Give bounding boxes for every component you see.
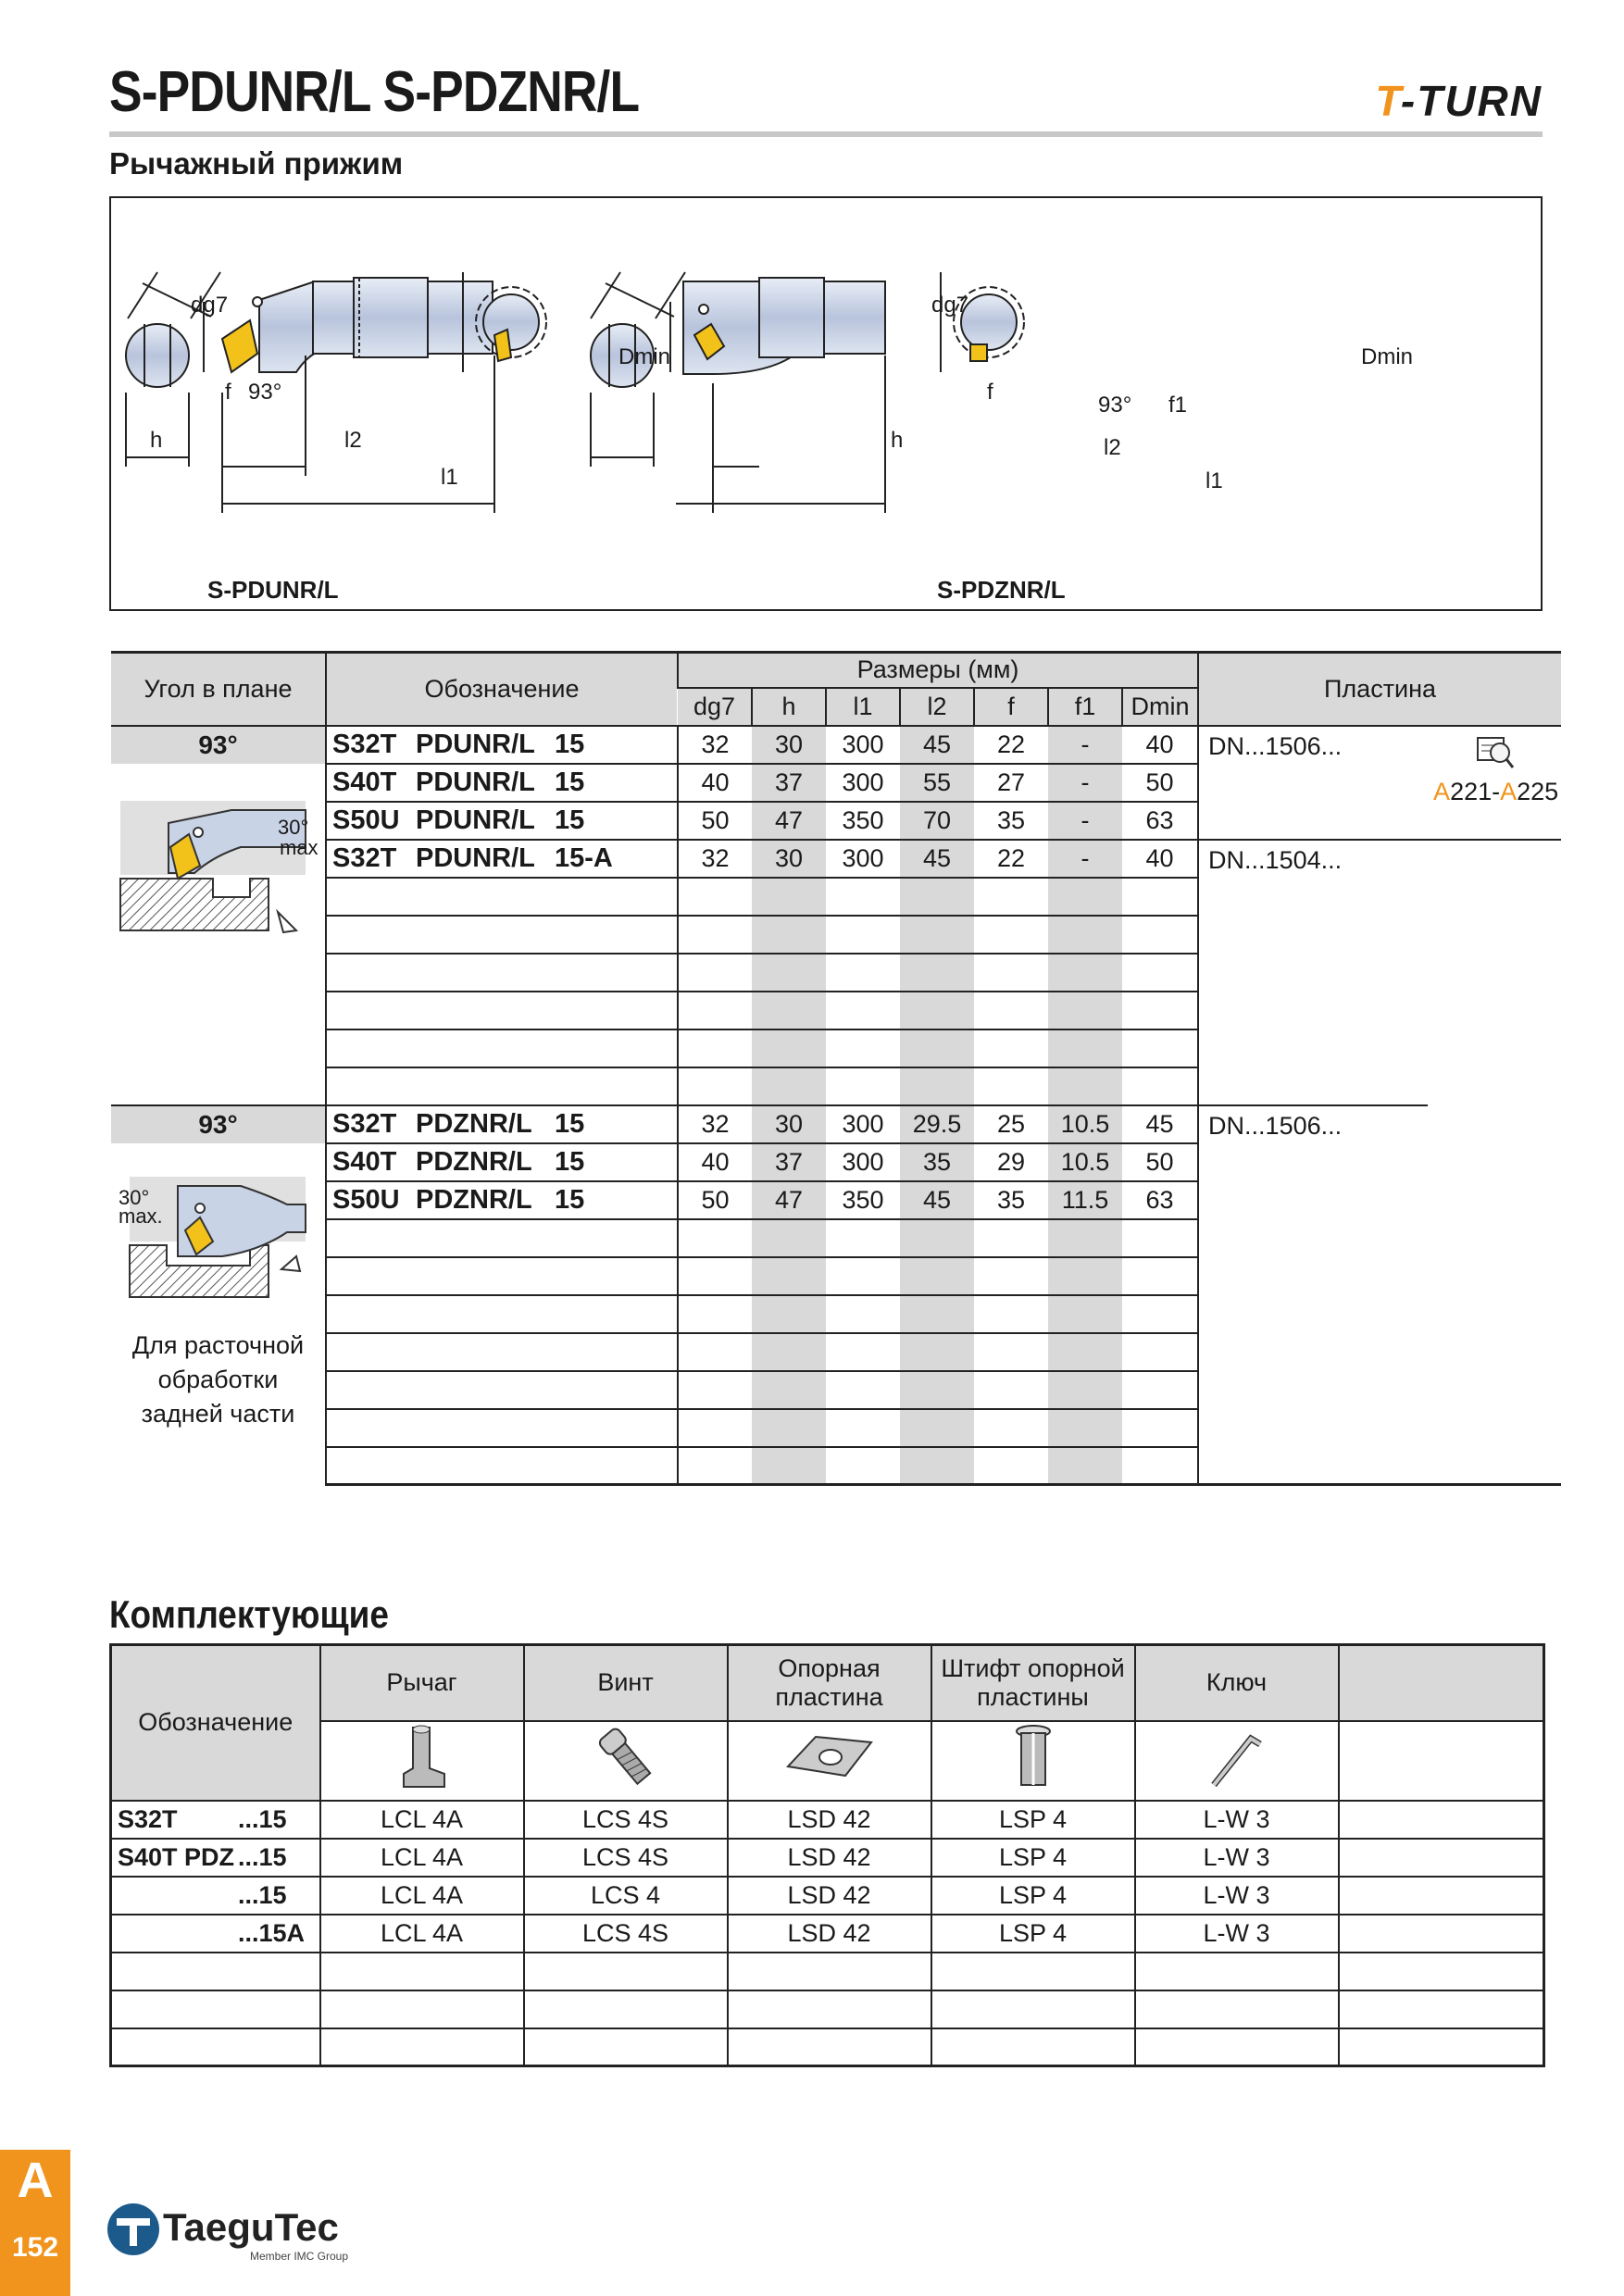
acc-cell: LCS 4 [524,1877,728,1915]
dim-cell: 32 [678,840,752,878]
acc-cell: L-W 3 [1135,1839,1339,1877]
dim-cell: 50 [1122,1143,1198,1181]
dim-cell: 47 [752,802,826,840]
dim-cell: 29.5 [900,1105,974,1143]
group1-note-30: 30° [278,815,309,839]
drawing-label-h-right: h [891,428,904,453]
insert-cell: DN...1506... [1198,1105,1428,1485]
dim-cell: 35 [974,802,1048,840]
drawing-label-dg7-left: dg7 [191,293,229,318]
right-bar-side-view [670,278,885,513]
dim-cell: 50 [1122,764,1198,802]
acc-cell: LCL 4A [320,1877,524,1915]
acc-header-screw: Винт [524,1645,728,1721]
dim-cell: 37 [752,764,826,802]
drawing-label-f1-right: f1 [1168,393,1188,418]
acc-cell: LCL 4A [320,1801,524,1839]
acc-cell: LSD 42 [728,1915,931,1953]
dim-cell: 50 [678,1181,752,1219]
dim-cell: 300 [826,1105,900,1143]
accessories-table [109,1643,1545,2067]
drawing-label-f-right: f [987,380,993,405]
acc-designation: S32T ...15 [111,1801,320,1839]
acc-designation: ...15 [111,1877,320,1915]
dim-header-l1: l1 [826,688,900,726]
dim-cell: 10.5 [1048,1105,1122,1143]
dim-cell: 300 [826,726,900,764]
group1-angle: 93° [111,727,325,764]
page-subtitle: Рычажный прижим [109,146,404,181]
acc-cell: LSD 42 [728,1839,931,1877]
acc-header-designation: Обозначение [111,1645,320,1801]
dim-cell: 45 [1122,1105,1198,1143]
acc-cell: LSP 4 [931,1801,1135,1839]
drawing-label-angle-left: 93° [248,380,282,405]
section-letter: A [17,2152,54,2208]
header-dimensions: Размеры (мм) [678,653,1198,688]
dim-cell: 45 [900,840,974,878]
dim-cell: 350 [826,802,900,840]
dim-cell: 27 [974,764,1048,802]
dim-cell: 45 [900,1181,974,1219]
dim-cell: 29 [974,1143,1048,1181]
dim-header-dg7: dg7 [678,688,752,726]
header-designation: Обозначение [326,653,678,726]
dim-cell: 35 [974,1181,1048,1219]
dim-cell: 45 [900,726,974,764]
group2-note-max: max. [119,1204,163,1228]
drawing-label-l1-left: l1 [441,465,458,490]
group1-note-max: max [280,835,319,859]
right-front-view [941,272,1024,372]
acc-cell: L-W 3 [1135,1877,1339,1915]
dim-cell: 50 [678,802,752,840]
company-logo-text: TaeguTec [163,2205,339,2249]
drawing-label-dmin-left: Dmin [618,344,671,369]
drawing-label-h-left: h [150,428,163,453]
acc-cell: LCS 4S [524,1915,728,1953]
drawing-label-l2-right: l2 [1104,435,1121,460]
dim-cell: 40 [678,1143,752,1181]
dim-cell: 40 [1122,840,1198,878]
designation-cell: S50U PDZNR/L 15 [326,1181,678,1219]
table-row [111,1105,1561,1143]
acc-cell: LSP 4 [931,1877,1135,1915]
table-row [111,1877,1544,1915]
insert-page-reference[interactable]: A221-A225 [1433,777,1559,805]
dim-cell: - [1048,726,1122,764]
table-row [111,726,1561,764]
dim-cell: 300 [826,764,900,802]
drawing-label-l1-right: l1 [1206,468,1223,493]
designation-cell: S50U PDUNR/L 15 [326,802,678,840]
designation-cell: S40T PDZNR/L 15 [326,1143,678,1181]
left-drawing-caption: S-PDUNR/L [207,576,339,604]
brand-logo: T-TURN [1375,77,1543,125]
dim-cell: 37 [752,1143,826,1181]
dim-cell: 11.5 [1048,1181,1122,1219]
dim-cell: 35 [900,1143,974,1181]
insert-cell: DN...1504... [1198,840,1428,1105]
acc-designation: ...15A [111,1915,320,1953]
dim-cell: - [1048,764,1122,802]
dim-cell: 30 [752,726,826,764]
acc-cell: LSP 4 [931,1915,1135,1953]
dim-header-l2: l2 [900,688,974,726]
group2-caption: Для расточной обработки задней части [131,1330,305,1428]
dim-header-h: h [752,688,826,726]
acc-header-lever: Рычаг [320,1645,524,1721]
acc-cell: LSD 42 [728,1801,931,1839]
dim-header-f1: f1 [1048,688,1122,726]
dim-cell: 63 [1122,1181,1198,1219]
insert-cell: DN...1506... [1198,726,1428,840]
dim-cell: 32 [678,726,752,764]
accessories-title: Комплектующие [109,1592,389,1636]
screw-icon [524,1721,728,1801]
tool-dimensions-table [111,651,1561,1486]
acc-cell: L-W 3 [1135,1915,1339,1953]
group1-angle-cell [111,726,326,1105]
designation-cell: S40T PDUNR/L 15 [326,764,678,802]
dim-cell: 350 [826,1181,900,1219]
dim-cell: - [1048,802,1122,840]
insert-reference-cell [1428,726,1561,840]
acc-cell: L-W 3 [1135,1801,1339,1839]
dim-cell: 55 [900,764,974,802]
designation-cell: S32T PDUNR/L 15 [326,726,678,764]
tool-drawing-svg [111,198,1541,609]
dim-cell: 22 [974,840,1048,878]
dim-cell: - [1048,840,1122,878]
shim-pin-icon [931,1721,1135,1801]
table-row [111,1839,1544,1877]
group2-angle-cell [111,1105,326,1485]
dim-cell: 47 [752,1181,826,1219]
right-drawing-caption: S-PDZNR/L [937,576,1066,604]
page-number: 152 [11,2232,59,2263]
acc-designation: S40T PDZ ...15 [111,1839,320,1877]
group2-angle: 93° [111,1106,325,1143]
header-angle: Угол в плане [111,653,326,726]
drawing-label-l2-left: l2 [344,428,362,453]
acc-header-shim: Опорная пластина [728,1645,931,1721]
acc-cell: LCL 4A [320,1915,524,1953]
acc-cell: LCS 4S [524,1801,728,1839]
dim-cell: 300 [826,840,900,878]
designation-cell: S32T PDUNR/L 15-A [326,840,678,878]
dim-cell: 22 [974,726,1048,764]
dim-cell: 30 [752,1105,826,1143]
company-logo-subtitle: Member IMC Group [250,2250,349,2263]
acc-header-key: Ключ [1135,1645,1339,1721]
dim-cell: 63 [1122,802,1198,840]
dim-cell: 40 [678,764,752,802]
dim-header-dmin: Dmin [1122,688,1198,726]
acc-cell: LCS 4S [524,1839,728,1877]
drawing-label-angle-right: 93° [1098,393,1132,418]
acc-cell: LCL 4A [320,1839,524,1877]
dim-cell: 25 [974,1105,1048,1143]
group2-note-30: 30° [119,1185,150,1209]
dim-cell: 10.5 [1048,1143,1122,1181]
lever-icon [320,1721,524,1801]
section-tab [0,2150,70,2296]
acc-cell: LSP 4 [931,1839,1135,1877]
table-row [111,840,1561,878]
shim-icon [728,1721,931,1801]
page-title: S-PDUNR/L S-PDZNR/L [109,60,640,124]
dim-cell: 300 [826,1143,900,1181]
drawing-label-f-left: f [225,380,231,405]
key-icon [1135,1721,1339,1801]
designation-cell: S32T PDZNR/L 15 [326,1105,678,1143]
drawing-label-dmin-right: Dmin [1361,344,1414,369]
dim-cell: 70 [900,802,974,840]
title-divider [109,131,1543,137]
magnifier-icon[interactable] [1474,734,1515,771]
table-row [111,1801,1544,1839]
drawing-label-dg7-right: dg7 [931,293,969,318]
dim-cell: 30 [752,840,826,878]
acc-header-shim-pin: Штифт опорной пластины [931,1645,1135,1721]
table-row [111,1915,1544,1953]
dim-cell: 40 [1122,726,1198,764]
technical-drawing [109,196,1543,611]
dim-header-f: f [974,688,1048,726]
dim-cell: 32 [678,1105,752,1143]
header-insert: Пластина [1198,653,1561,726]
acc-cell: LSD 42 [728,1877,931,1915]
